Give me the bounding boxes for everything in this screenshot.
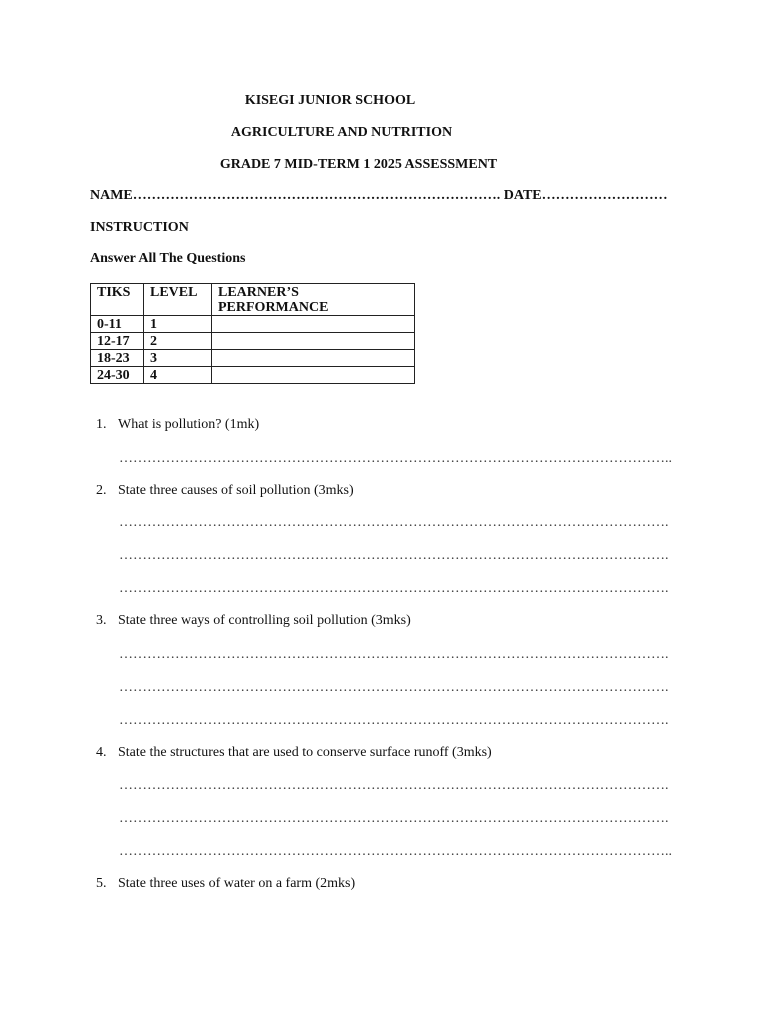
table-row xyxy=(91,333,415,350)
instruction-text: Answer All The Questions xyxy=(90,251,246,266)
question-2 xyxy=(96,482,354,500)
answer-line[interactable]: ……………………………………………………………………………………………………….. xyxy=(119,844,672,859)
name-date-line: NAME……………………………………………………………………. DATE……………………… xyxy=(90,188,668,203)
score-level-table xyxy=(90,283,415,384)
table-cell-performance xyxy=(212,350,415,367)
question-text: State the structures that are used to conserve surface runoff (3mks) xyxy=(118,745,492,760)
question-number: 3. xyxy=(96,613,107,628)
table-cell-level: 1 xyxy=(144,316,212,333)
table-row xyxy=(91,350,415,367)
question-text: State three ways of controlling soil pollution (3mks) xyxy=(118,613,411,628)
answer-line[interactable]: ……………………………………………………………………………………………………….. xyxy=(119,451,672,466)
table-header-row xyxy=(91,284,415,316)
table-cell-tiks: 12-17 xyxy=(91,333,144,350)
table-cell-level: 3 xyxy=(144,350,212,367)
answer-line[interactable]: ………………………………………………………………………………………………………. xyxy=(119,811,669,826)
table-row xyxy=(91,367,415,384)
table-cell-level: 4 xyxy=(144,367,212,384)
answer-line[interactable]: ………………………………………………………………………………………………………. xyxy=(119,647,669,662)
answer-line[interactable]: ………………………………………………………………………………………………………. xyxy=(119,778,669,793)
table-cell-tiks: 18-23 xyxy=(91,350,144,367)
grade-assessment-line: GRADE 7 MID-TERM 1 2025 ASSESSMENT xyxy=(219,157,498,172)
question-number: 1. xyxy=(96,417,107,432)
instruction-heading: INSTRUCTION xyxy=(90,220,189,235)
question-4 xyxy=(96,744,492,762)
table-header-tiks: TIKS xyxy=(91,284,144,316)
answer-line[interactable]: ………………………………………………………………………………………………………. xyxy=(119,548,669,563)
school-name: KISEGI JUNIOR SCHOOL xyxy=(244,93,416,108)
table-cell-performance xyxy=(212,367,415,384)
table-header-performance: LEARNER’S PERFORMANCE xyxy=(212,284,415,316)
question-number: 4. xyxy=(96,745,107,760)
question-text: State three uses of water on a farm (2mks) xyxy=(118,876,356,891)
table-cell-tiks: 0-11 xyxy=(91,316,144,333)
answer-line[interactable]: ………………………………………………………………………………………………………. xyxy=(119,713,669,728)
answer-line[interactable]: ………………………………………………………………………………………………………. xyxy=(119,515,669,530)
answer-line[interactable]: ………………………………………………………………………………………………………. xyxy=(119,581,669,596)
table-cell-performance xyxy=(212,333,415,350)
question-3 xyxy=(96,612,411,630)
question-number: 2. xyxy=(96,483,107,498)
table-header-level: LEVEL xyxy=(144,284,212,316)
question-5 xyxy=(96,875,355,893)
answer-line[interactable]: ………………………………………………………………………………………………………. xyxy=(119,680,669,695)
table-cell-performance xyxy=(212,316,415,333)
question-text: State three causes of soil pollution (3mks) xyxy=(118,483,354,498)
table-row xyxy=(91,316,415,333)
question-text: What is pollution? (1mk) xyxy=(118,417,260,432)
question-number: 5. xyxy=(96,876,107,891)
table-cell-level: 2 xyxy=(144,333,212,350)
table-cell-tiks: 24-30 xyxy=(91,367,144,384)
subject-title: AGRICULTURE AND NUTRITION xyxy=(230,125,453,140)
question-1 xyxy=(96,416,259,434)
